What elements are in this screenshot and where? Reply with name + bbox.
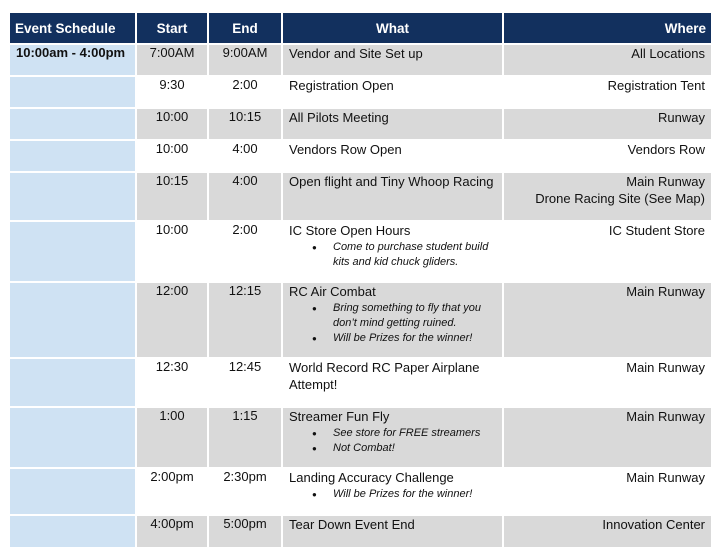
start-time: 2:00pm [136, 468, 208, 515]
table-row [9, 515, 712, 548]
start-time: 10:00 [136, 140, 208, 172]
event-title: All Pilots Meeting [289, 110, 389, 125]
what-cell [282, 76, 503, 108]
location-name: IC Student Store [608, 223, 705, 238]
what-cell [282, 468, 503, 515]
event-notes [289, 426, 496, 456]
start-time: 12:30 [136, 358, 208, 407]
end-time: 2:00 [208, 76, 282, 108]
location-name: Runway [658, 110, 705, 125]
what-cell [282, 140, 503, 172]
what-cell [282, 172, 503, 221]
schedule-cell [9, 282, 136, 358]
what-cell [282, 44, 503, 76]
header-start: Start [136, 12, 208, 44]
event-title: RC Air Combat [289, 284, 376, 299]
event-note: ● Come to purchase student build kits and kid chuck gliders. [333, 240, 496, 270]
end-time: 9:00AM [208, 44, 282, 76]
event-title: Tear Down Event End [289, 517, 415, 532]
end-time: 12:15 [208, 282, 282, 358]
event-title: Streamer Fun Fly [289, 409, 390, 424]
schedule-cell [9, 407, 136, 468]
event-schedule-table [8, 11, 713, 549]
table-row [9, 76, 712, 108]
event-title: IC Store Open Hours [289, 223, 411, 238]
event-title: Vendor and Site Set up [289, 46, 423, 61]
schedule-cell [9, 172, 136, 221]
location-name: All Locations [631, 46, 705, 61]
start-time: 9:30 [136, 76, 208, 108]
table-row [9, 407, 712, 468]
event-note: ● Will be Prizes for the winner! [333, 331, 496, 346]
where-cell [503, 358, 712, 407]
what-cell [282, 358, 503, 407]
event-title: World Record RC Paper Airplane Attempt! [289, 360, 480, 392]
where-cell [503, 282, 712, 358]
schedule-cell [9, 108, 136, 140]
location-name: Innovation Center [602, 517, 705, 532]
table-row [9, 108, 712, 140]
event-title: Vendors Row Open [289, 142, 402, 157]
table-row [9, 172, 712, 221]
header-where: Where [503, 12, 712, 44]
table-row [9, 44, 712, 76]
schedule-body [9, 44, 712, 548]
end-time: 4:00 [208, 172, 282, 221]
schedule-cell [9, 221, 136, 282]
location-name: Main Runway [626, 174, 705, 189]
table-row [9, 221, 712, 282]
event-note: ● Bring something to fly that you don’t mind getting ruined. [333, 301, 496, 331]
start-time: 1:00 [136, 407, 208, 468]
where-cell [503, 108, 712, 140]
where-cell [503, 76, 712, 108]
header-row [9, 12, 712, 44]
event-note: ● Will be Prizes for the winner! [333, 487, 496, 502]
end-time: 2:30pm [208, 468, 282, 515]
event-title: Registration Open [289, 78, 394, 93]
schedule-cell [9, 76, 136, 108]
table-row [9, 282, 712, 358]
event-title: Open flight and Tiny Whoop Racing [289, 174, 494, 189]
header-end: End [208, 12, 282, 44]
start-time: 10:15 [136, 172, 208, 221]
event-notes [289, 487, 496, 502]
end-time: 1:15 [208, 407, 282, 468]
location-name: Main Runway [626, 470, 705, 485]
where-cell [503, 515, 712, 548]
end-time: 2:00 [208, 221, 282, 282]
location-name: Registration Tent [607, 78, 705, 93]
end-time: 5:00pm [208, 515, 282, 548]
location-name: Main Runway [626, 409, 705, 424]
schedule-cell [9, 358, 136, 407]
table-row [9, 468, 712, 515]
what-cell [282, 221, 503, 282]
where-cell [503, 140, 712, 172]
schedule-cell [9, 468, 136, 515]
start-time: 10:00 [136, 108, 208, 140]
start-time: 12:00 [136, 282, 208, 358]
end-time: 10:15 [208, 108, 282, 140]
event-title: Landing Accuracy Challenge [289, 470, 454, 485]
event-notes [289, 240, 496, 270]
what-cell [282, 407, 503, 468]
where-cell [503, 468, 712, 515]
start-time: 10:00 [136, 221, 208, 282]
end-time: 4:00 [208, 140, 282, 172]
schedule-hours: 10:00am - 4:00pm [9, 44, 136, 76]
header-what: What [282, 12, 503, 44]
location-name: Main Runway [626, 284, 705, 299]
location-name: Main Runway [626, 360, 705, 375]
where-cell [503, 44, 712, 76]
table-row [9, 358, 712, 407]
location-name: Drone Racing Site (See Map) [535, 191, 705, 206]
where-cell [503, 172, 712, 221]
location-name: Vendors Row [627, 142, 705, 157]
start-time: 4:00pm [136, 515, 208, 548]
what-cell [282, 282, 503, 358]
what-cell [282, 108, 503, 140]
where-cell [503, 407, 712, 468]
what-cell [282, 515, 503, 548]
schedule-cell [9, 515, 136, 548]
where-cell [503, 221, 712, 282]
event-note: ● See store for FREE streamers [333, 426, 496, 441]
event-note: ● Not Combat! [333, 441, 496, 456]
end-time: 12:45 [208, 358, 282, 407]
event-notes [289, 301, 496, 346]
header-event-schedule: Event Schedule [9, 12, 136, 44]
start-time: 7:00AM [136, 44, 208, 76]
schedule-cell [9, 140, 136, 172]
table-row [9, 140, 712, 172]
